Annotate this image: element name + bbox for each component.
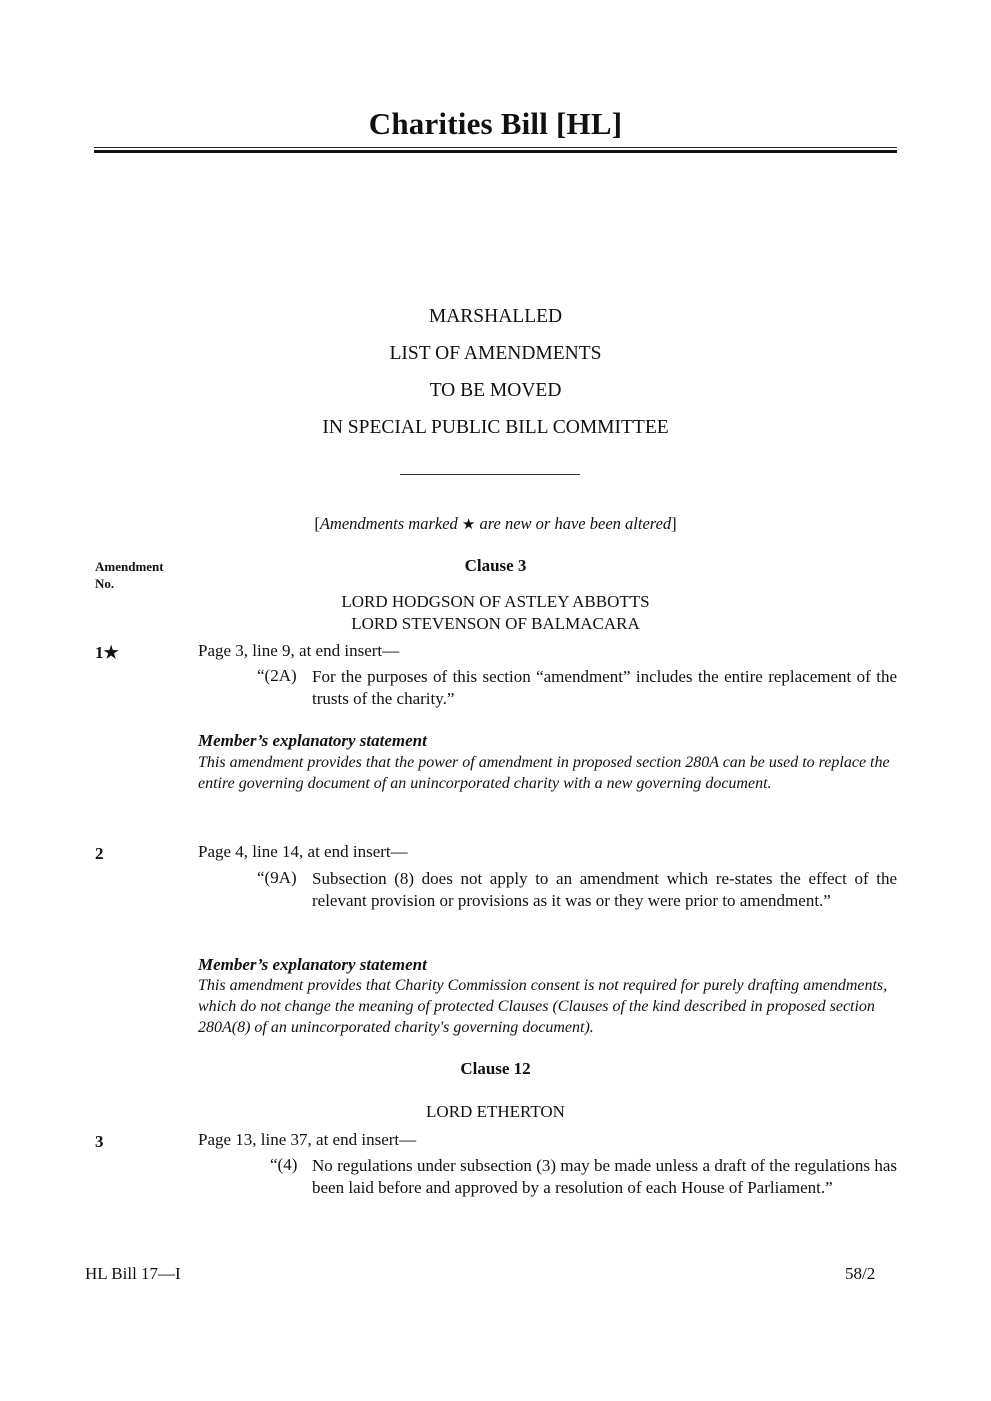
clause-heading: Clause 3 (464, 556, 527, 575)
explanatory-statement-title: Member’s explanatory statement (198, 731, 427, 750)
explanatory-statement-text: This amendment provides that Charity Commission consent is not required for purely drafting amendments, which do not change the meaning of protected Clauses (Clauses of the kind described in proposed section 280A(8) of an unincorporated charity's governing document). (198, 977, 888, 1036)
subsection-text: For the purposes of this section “amendment” includes the entire replacement of the trusts of the charity.” (312, 667, 897, 708)
amendment-number: 2 (95, 844, 104, 863)
subsection-label: “(2A) (257, 666, 297, 685)
page-reference: 58/2 (845, 1264, 876, 1283)
member-name: LORD STEVENSON OF BALMACARA (351, 614, 640, 633)
subsection-text: Subsection (8) does not apply to an amendment which re-states the effect of the relevant provision or provisions as it was or they were prior to amendment.” (312, 869, 897, 910)
clause-heading: Clause 12 (460, 1059, 531, 1078)
amendment-instruction: Page 13, line 37, at end insert— (198, 1130, 417, 1149)
heading-line-1: MARSHALLED (428, 306, 563, 327)
bill-reference: HL Bill 17—I (85, 1264, 181, 1283)
heading-line-3: TO BE MOVED (429, 380, 562, 401)
star-icon: ★ (461, 515, 476, 533)
document-title: Charities Bill [HL] (368, 106, 623, 141)
title-rule-thin (94, 147, 897, 148)
heading-line-4: IN SPECIAL PUBLIC BILL COMMITTEE (322, 417, 669, 438)
subsection-label: “(4) (270, 1155, 298, 1174)
member-name: LORD ETHERTON (426, 1102, 565, 1121)
heading-line-2: LIST OF AMENDMENTS (389, 343, 602, 364)
amendment-instruction: Page 4, line 14, at end insert— (198, 842, 408, 861)
amendment-number: 3 (95, 1132, 104, 1151)
amendments-note: [Amendments marked ★ are new or have been altered] (314, 514, 677, 533)
title-rule-thick (94, 150, 897, 153)
heading-divider (400, 474, 580, 475)
amendment-instruction: Page 3, line 9, at end insert— (198, 641, 400, 660)
member-name: LORD HODGSON OF ASTLEY ABBOTTS (341, 592, 650, 611)
subsection-text: No regulations under subsection (3) may be made unless a draft of the regulations has been laid before and approved by a resolution of each House of Parliament.” (312, 1156, 897, 1197)
amendment-number-column-label: Amendment No. (95, 559, 164, 591)
explanatory-statement-title: Member’s explanatory statement (198, 955, 427, 974)
subsection-label: “(9A) (257, 868, 297, 887)
explanatory-statement-text: This amendment provides that the power of amendment in proposed section 280A can be used to replace the entire governing document of an unincorporated charity with a new governing document. (198, 754, 890, 792)
amendment-number: 1★ (95, 643, 119, 662)
